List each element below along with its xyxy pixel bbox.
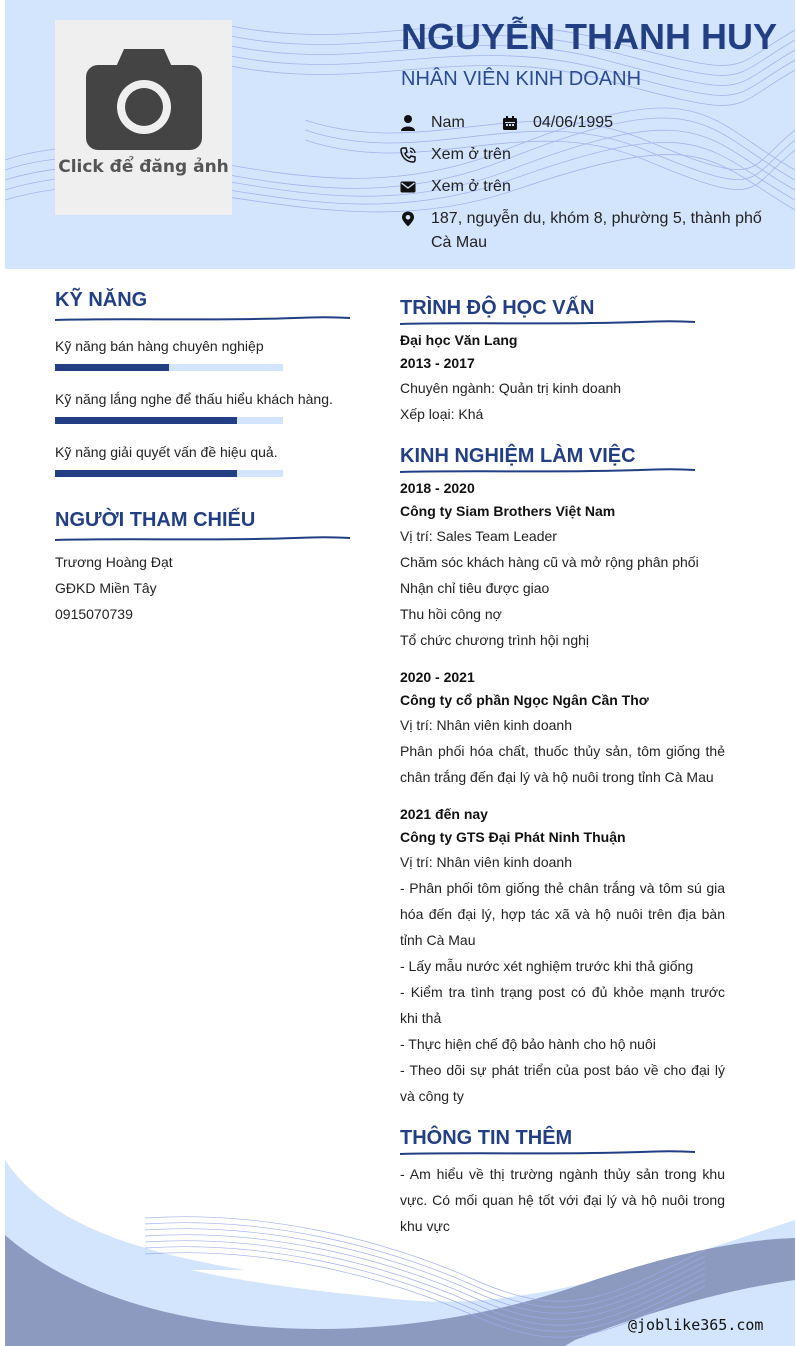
job-period: 2021 đến nay: [400, 806, 488, 822]
skill-bar: [55, 470, 283, 477]
education-period: 2013 - 2017: [400, 355, 475, 371]
envelope-icon: [400, 179, 416, 195]
job-duty: Thu hồi công nợ: [400, 606, 502, 622]
photo-upload-label: Click để đăng ảnh: [58, 157, 229, 177]
gender-value: Nam: [431, 114, 465, 131]
skill-bar-fill: [55, 364, 169, 371]
skill-item: [55, 443, 355, 477]
job-duty: Tổ chức chương trình hội nghị: [400, 632, 590, 648]
references-title-underline: [55, 535, 350, 543]
phone-value: Xem ở trên: [431, 146, 511, 163]
job-duty: - Lấy mẫu nước xét nghiệm trước khi thả giống: [400, 958, 694, 974]
skill-label: Kỹ năng bán hàng chuyên nghiệp: [55, 338, 264, 354]
job-title: NHÂN VIÊN KINH DOANH: [401, 68, 642, 90]
skill-item: [55, 390, 355, 424]
job-duty: - Thực hiện chế độ bảo hành cho hộ nuôi: [400, 1036, 656, 1052]
experience-entry: [400, 477, 725, 653]
education-grade: Xếp loại: Khá: [400, 406, 484, 422]
skill-bar: [55, 417, 283, 424]
job-period: 2020 - 2021: [400, 669, 475, 685]
left-column: [55, 287, 355, 627]
job-position: Vị trí: Nhân viên kinh doanh: [400, 854, 572, 870]
person-icon: [400, 115, 416, 131]
experience-title: KINH NGHIỆM LÀM VIỆC: [400, 445, 636, 467]
job-company: Công ty Siam Brothers Việt Nam: [400, 503, 616, 519]
reference-name: Trương Hoàng Đạt: [55, 554, 173, 570]
skill-bar: [55, 364, 283, 371]
skills-title: KỸ NĂNG: [55, 289, 148, 311]
job-duty: Nhận chỉ tiêu được giao: [400, 580, 550, 596]
address-line-1: 187, nguyễn du, khóm 8, phường 5, thành phố: [431, 210, 762, 227]
job-company: Công ty GTS Đại Phát Ninh Thuận: [400, 829, 626, 845]
address-line-2: Cà Mau: [431, 234, 488, 251]
job-duty: Chăm sóc khách hàng cũ và mở rộng phân phối: [400, 554, 699, 570]
education-school: Đại học Văn Lang: [400, 332, 518, 348]
skill-label: Kỹ năng lắng nghe để thấu hiểu khách hàng.: [55, 391, 333, 407]
calendar-icon: [502, 115, 518, 131]
email-value: Xem ở trên: [431, 178, 511, 195]
job-duty: - Theo dõi sự phát triển của post báo về cho đại lý và công ty: [400, 1062, 725, 1104]
skill-bar-fill: [55, 470, 237, 477]
job-duty: - Kiểm tra tình trạng post có đủ khỏe mạnh trước khi thả: [400, 984, 725, 1026]
references-title: NGƯỜI THAM CHIẾU: [55, 509, 256, 531]
education-major: Chuyên ngành: Quản trị kinh doanh: [400, 380, 622, 396]
location-pin-icon: [400, 211, 416, 227]
candidate-name: NGUYỄN THANH HUY: [401, 16, 778, 57]
job-position: Vị trí: Nhân viên kinh doanh: [400, 717, 572, 733]
job-duty: - Phân phối tôm giống thẻ chân trắng và tôm sú gia hóa đến đại lý, hợp tác xã và hộ nuôi trên địa bàn tỉnh Cà Mau: [400, 880, 725, 948]
job-position: Vị trí: Sales Team Leader: [400, 528, 557, 544]
job-duty: Phân phối hóa chất, thuốc thủy sản, tôm giống thẻ chân trắng đến đại lý và hộ nuôi trong tỉnh Cà Mau: [400, 743, 725, 785]
reference-position: GĐKD Miền Tây: [55, 580, 157, 596]
phone-icon: [400, 147, 416, 163]
reference-phone: 0915070739: [55, 606, 133, 622]
birthdate-value: 04/06/1995: [533, 114, 614, 131]
watermark: @joblike365.com: [628, 1316, 764, 1334]
experience-entry: [400, 666, 725, 790]
experience-entry: [400, 803, 725, 1109]
resume-page: [5, 0, 795, 1346]
additional-info-title: THÔNG TIN THÊM: [400, 1127, 573, 1149]
camera-icon: [86, 49, 202, 150]
skills-list: [55, 337, 355, 477]
skills-title-underline: [55, 315, 350, 323]
profile-photo-upload[interactable]: [55, 20, 232, 215]
education-title: TRÌNH ĐỘ HỌC VẤN: [400, 297, 595, 319]
skill-item: [55, 337, 355, 371]
skill-bar-fill: [55, 417, 237, 424]
right-column: [400, 295, 725, 1239]
additional-info-text: - Am hiểu về thị trường ngành thủy sản trong khu vực. Có mối quan hệ tốt với đại lý và hộ nuôi trong khu vực: [400, 1166, 725, 1234]
job-company: Công ty cổ phần Ngọc Ngân Cần Thơ: [400, 692, 649, 708]
skill-label: Kỹ năng giải quyết vấn đề hiệu quả.: [55, 444, 278, 460]
job-period: 2018 - 2020: [400, 480, 475, 496]
